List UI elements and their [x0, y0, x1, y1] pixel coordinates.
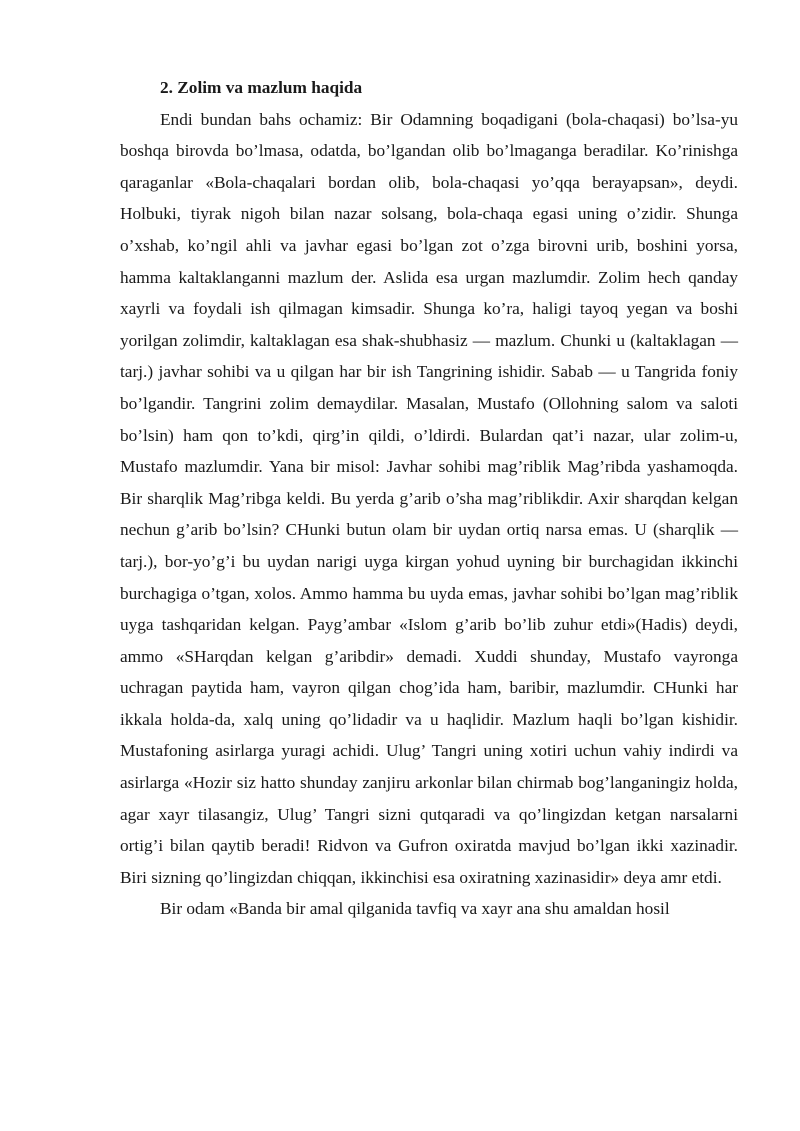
paragraph-1: Endi bundan bahs ochamiz: Bir Odamning boqadigani (bola-chaqasi) bo’lsa-yu boshqa birovda bo’lmasa, odatda, bo’lgandan olib bo’lmaganga beradilar. Ko’rinishga qaraganlar «Bola-chaqalari bordan olib, bola-chaqasi yo’qqa berayapsan», deydi. Holbuki, tiyrak nigoh bilan nazar solsang, bola-chaqa egasi uning o’zidir. Shunga o’xshab, ko’ngil ahli va javhar egasi bo’lgan zot o’zga birovni urib, boshini yorsa, hamma kaltaklanganni mazlum der. Aslida esa urgan mazlumdir. Zolim hech qanday xayrli va foydali ish qilmagan kimsadir. Shunga ko’ra, haligi tayoq yegan va boshi yorilgan zolimdir, kaltaklagan esa shak-shubhasiz — mazlum. Chunki u (kaltaklagan — tarj.) javhar sohibi va u qilgan har bir ish Tangrining ishidir. Sabab — u Tangrida foniy bo’lgandir. Tangrini zolim demaydilar. Masalan, Mustafo (Ollohning salom va saloti bo’lsin) ham qon to’kdi, qirg’in qildi, o’ldirdi. Bulardan qat’i nazar, ular zolim-u, Mustafo mazlumdir. Yana bir misol: Javhar sohibi mag’riblik Mag’ribda yashamoqda. Bir sharqlik Mag’ribga keldi. Bu yerda g’arib o’sha mag’riblikdir. Axir sharqdan kelgan nechun g’arib bo’lsin? CHunki butun olam bir uydan ortiq narsa emas. U (sharqlik — tarj.), bor-yo’g’i bu uydan narigi uyga kirgan yohud uyning bir burchagidan ikkinchi burchagiga o’tgan, xolos. Ammo hamma bu uyda emas, javhar sohibi bo’lgan mag’riblik uyga tashqaridan kelgan. Payg’ambar «Islom g’arib bo’lib zuhur etdi»(Hadis) deydi, ammo «SHarqdan kelgan g’aribdir» demadi. Xuddi shunday, Mustafo vayronga uchragan paytida ham, vayron qilgan chog’ida ham, baribir, mazlumdir. CHunki har ikkala holda-da, xalq uning qo’lidadir va u haqlidir. Mazlum haqli bo’lgan kishidir. Mustafoning asirlarga yuragi achidi. Ulug’ Tangri uning xotiri uchun vahiy indirdi va asirlarga «Hozir siz hatto shunday zanjiru arkonlar bilan chirmab bog’langaningiz holda, agar xayr tilasangiz, Ulug’ Tangri sizni qutqaradi va qo’lingizdan ketgan narsalarni ortig’i bilan qaytib beradi! Ridvon va Gufron oxiratda mavjud bo’lgan ikki xazinadir. Biri sizning qo’lingizdan chiqqan, ikkinchisi esa oxiratning xazinasidir» deya amr etdi. — [120, 109, 738, 887]
section-heading: 2. Zolim va mazlum haqida — [160, 78, 363, 97]
paragraph-2: Bir odam «Banda bir amal qilganida tavfiq va xayr ana shu amaldan hosil — [160, 899, 670, 919]
document-body — [120, 72, 738, 925]
